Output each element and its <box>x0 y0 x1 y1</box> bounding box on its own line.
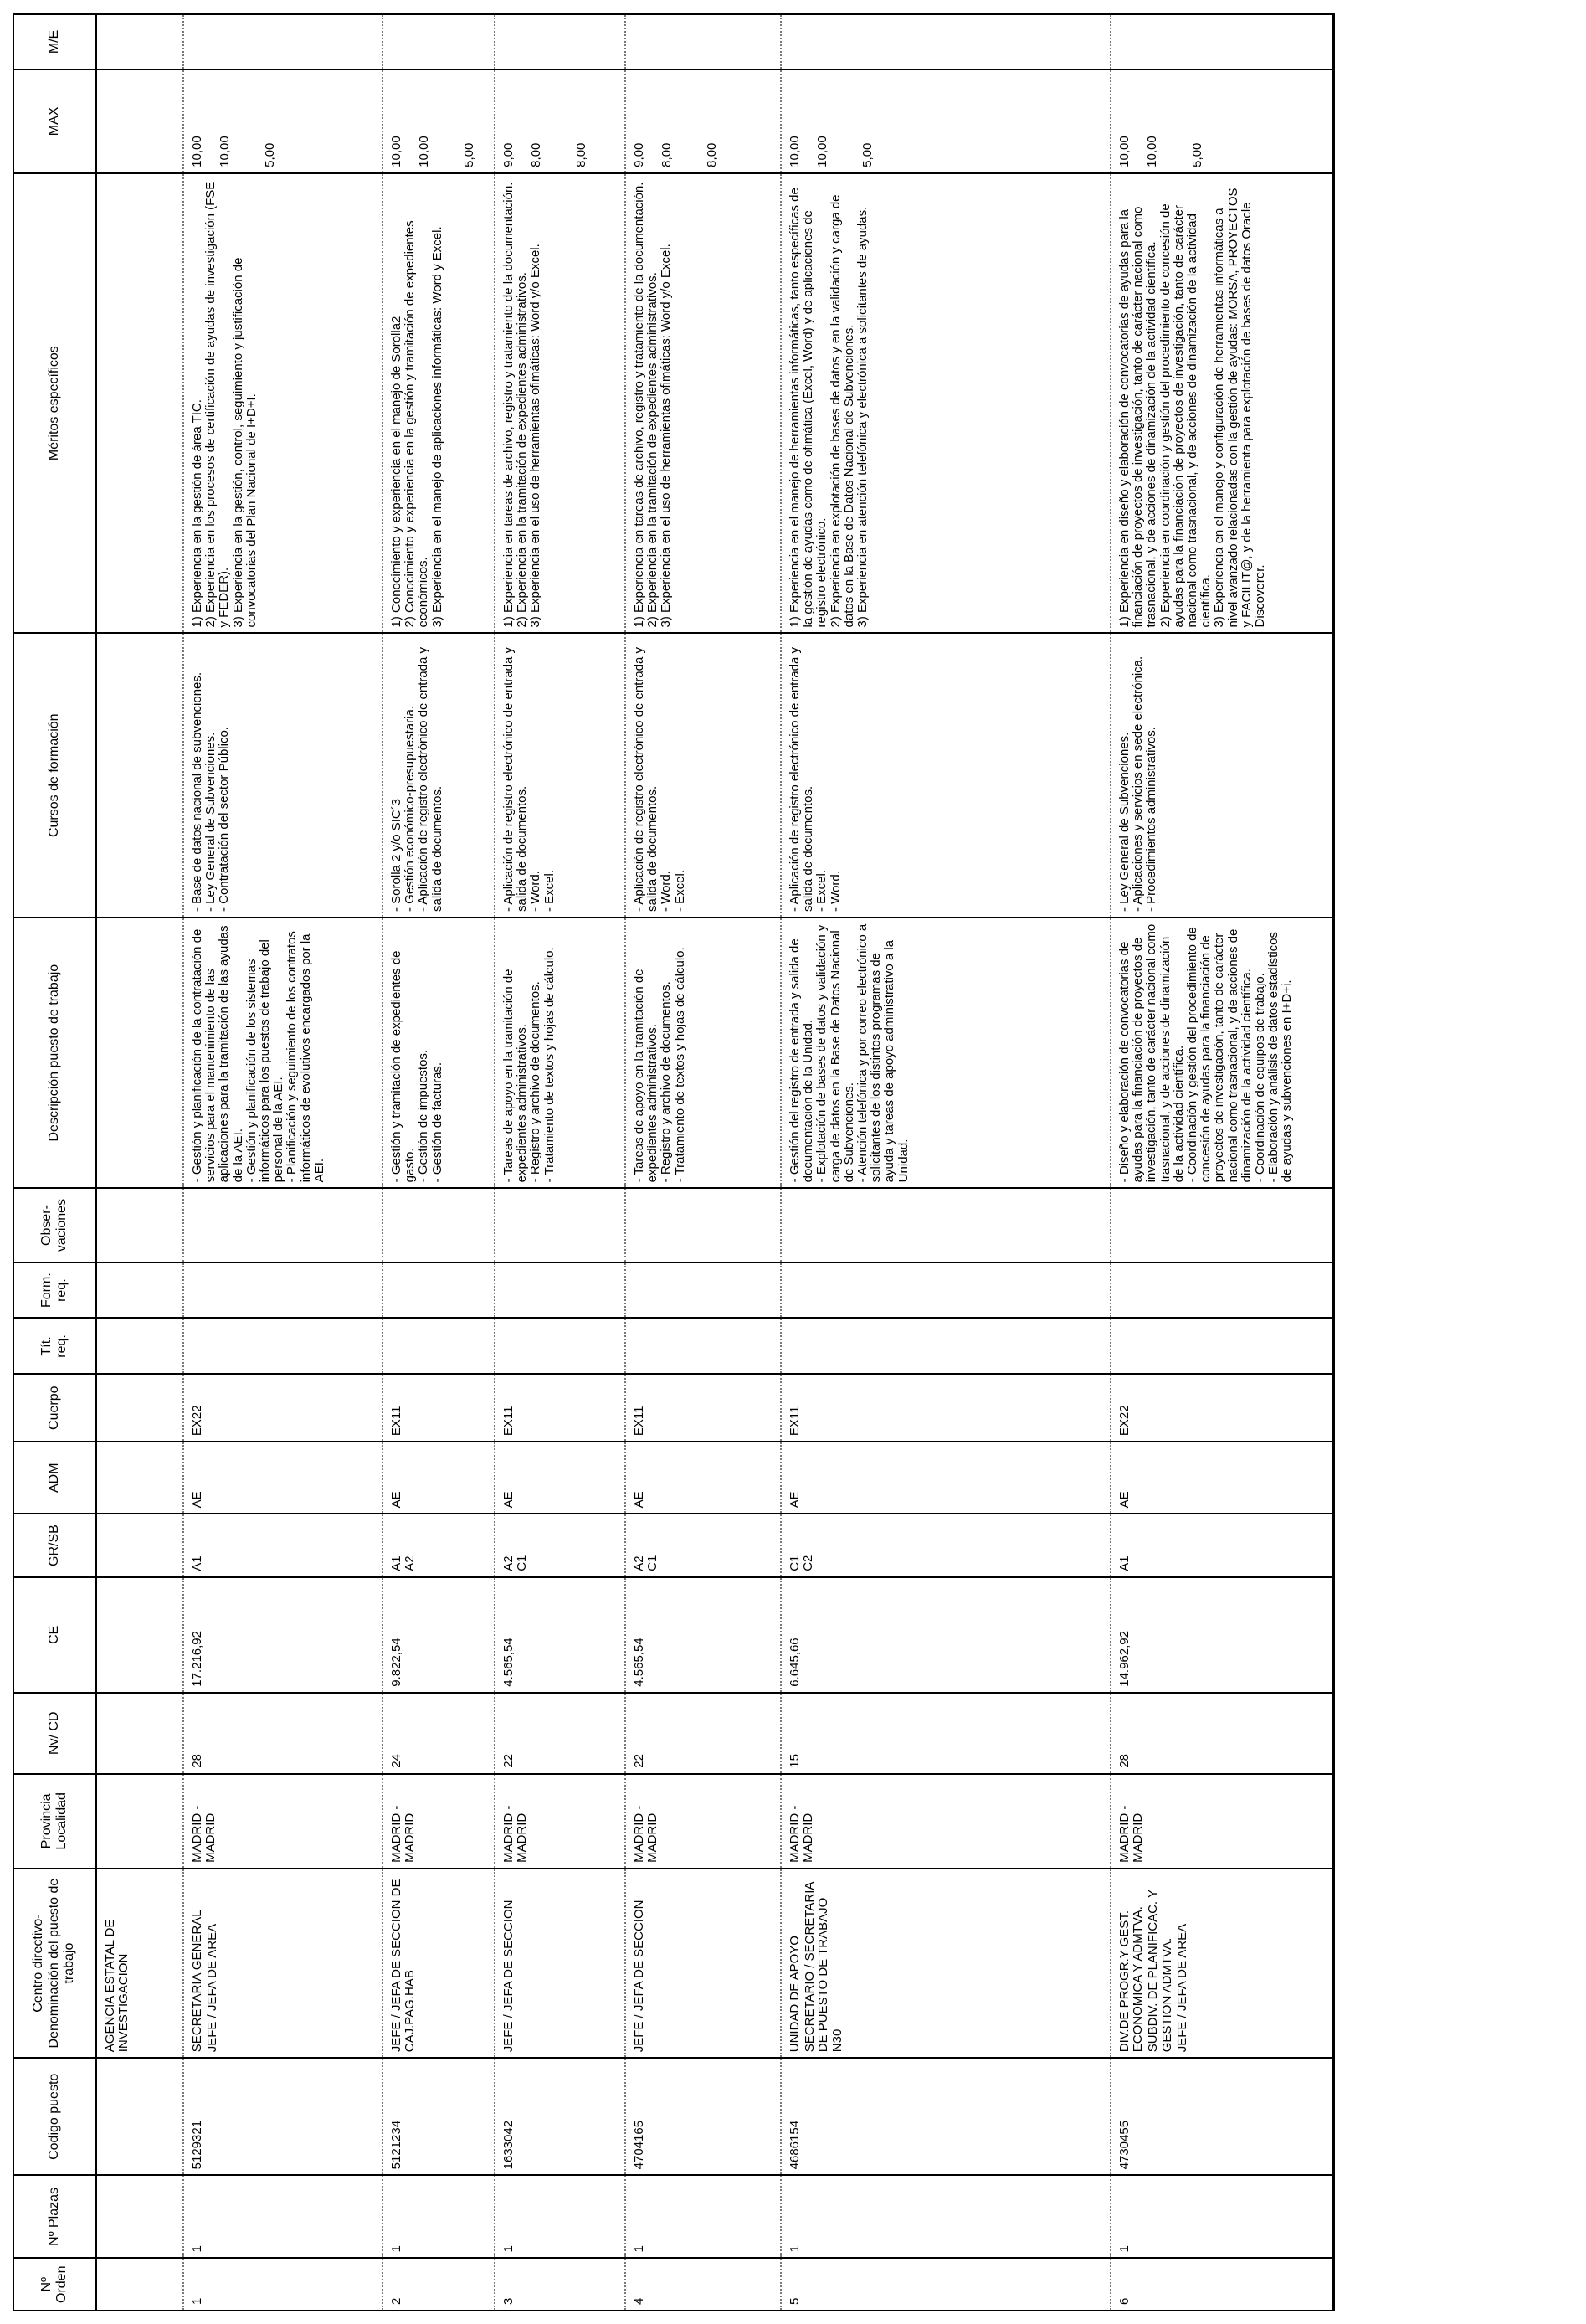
descripcion-line: - Gestión y planificación de la contratación de servicios para el mantenimiento de las aplicaciones para la tramitación de las ayudas de la AEI. <box>190 925 245 1183</box>
max-value: 8,00 <box>529 142 544 167</box>
max-value: 9,00 <box>501 142 516 167</box>
tit-cell <box>1111 1319 1334 1375</box>
max-value: 8,00 <box>660 142 675 167</box>
adm-value: AE <box>190 1491 204 1509</box>
provincia-value: MADRID - MADRID <box>632 1805 660 1863</box>
grsb-cell <box>183 1514 382 1576</box>
meritos-cell <box>382 173 495 634</box>
adm-value: AE <box>501 1491 516 1509</box>
nivel-cell <box>625 1693 781 1774</box>
adm-cell <box>183 1442 382 1514</box>
header-nivel: Nv/ CD <box>13 1693 96 1774</box>
top-centro-label: AGENCIA ESTATAL DE INVESTIGACION <box>103 1919 131 2053</box>
tit-cell <box>625 1319 781 1375</box>
plazas-cell <box>625 2175 781 2258</box>
centro-cell <box>781 1869 1111 2058</box>
nivel-value: 22 <box>501 1754 516 1768</box>
descripcion-line: - Registro y archivo de documentos. <box>528 981 543 1183</box>
grsb-cell <box>781 1514 1111 1576</box>
descripcion-cell <box>781 918 1111 1188</box>
max-value: 8,00 <box>705 142 720 167</box>
adm-value: AE <box>788 1491 802 1509</box>
plazas-cell <box>183 2175 382 2258</box>
plazas-value: 1 <box>501 2245 516 2253</box>
table-row <box>495 14 625 2311</box>
ce-value: 4.565,54 <box>632 1638 646 1687</box>
max-value: 10,00 <box>389 136 403 167</box>
orden-cell <box>1111 2259 1334 2311</box>
centro-cell <box>382 1869 495 2058</box>
provincia-value: MADRID - MADRID <box>1117 1805 1146 1863</box>
ce-value: 14.962,92 <box>1117 1631 1132 1687</box>
descripcion-line: - Coordinación y gestión del procedimiento de concesión de ayudas para la financiación de proyectos de investigación, tanto de carácter nacional como trasnacional, y de acciones de dinamización de la actividad científica. <box>1184 927 1254 1183</box>
nivel-cell <box>183 1693 382 1774</box>
descripcion-cell <box>183 918 382 1188</box>
cursos-line: - Word. <box>659 871 674 912</box>
meritos-line: 1) Experiencia en la gestión de área TIC. <box>190 399 204 628</box>
codigo-value: 4730455 <box>1117 2120 1132 2170</box>
cuerpo-cell <box>781 1374 1111 1442</box>
grsb-cell <box>382 1514 495 1576</box>
descripcion-cell <box>382 918 495 1188</box>
cursos-line: - Sorolla 2 y/o SIC´3 <box>389 798 403 912</box>
grsb-value: C1 <box>515 1555 530 1571</box>
nivel-value: 15 <box>788 1754 802 1768</box>
meritos-line: 3) Experiencia en el manejo y configuración de herramientas informáticas a nivel avanzado relacionadas con la gestión de ayudas: MORSA, PROYECTOS y FACILIT@, y de la herramienta para explotación de bases de datos Oracle Discoverer. <box>1212 188 1267 628</box>
codigo-value: 5121234 <box>389 2120 403 2170</box>
cuerpo-value: EX22 <box>190 1405 204 1437</box>
cursos-cell <box>781 633 1111 918</box>
provincia-cell <box>183 1774 382 1869</box>
adm-value: AE <box>1117 1491 1132 1509</box>
provincia-cell <box>625 1774 781 1869</box>
plazas-cell <box>382 2175 495 2258</box>
max-value: 10,00 <box>1117 136 1132 167</box>
adm-cell <box>495 1442 625 1514</box>
header-ce: CE <box>13 1577 96 1693</box>
meritos-line: 2) Experiencia en la tramitación de expedientes administrativos. <box>645 272 660 628</box>
table-row <box>1111 14 1334 2311</box>
cuerpo-cell <box>495 1374 625 1442</box>
tit-cell <box>183 1319 382 1375</box>
orden-cell <box>183 2259 382 2311</box>
descripcion-line: - Atención telefónica y por correo electrónico a solicitantes de los distintos programas de ayuda y tareas de apoyo administrativo a la Unidad. <box>855 923 911 1183</box>
orden-value: 3 <box>501 2297 516 2305</box>
centro-line: UNIDAD DE APOYO <box>788 1936 802 2053</box>
descripcion-line: - Tratamiento de textos y hojas de cálculo. <box>672 947 687 1183</box>
plazas-value: 1 <box>632 2245 646 2253</box>
meritos-line: 2) Experiencia en la tramitación de expedientes administrativos. <box>515 272 530 628</box>
table-row <box>625 14 781 2311</box>
cursos-cell <box>625 633 781 918</box>
header-cuerpo: Cuerpo <box>13 1374 96 1442</box>
nivel-cell <box>781 1693 1111 1774</box>
header-adm: ADM <box>13 1442 96 1514</box>
orden-value: 5 <box>788 2297 802 2305</box>
cursos-line: - Aplicaciones y servicios en sede electrónica. <box>1131 656 1146 912</box>
codigo-cell <box>781 2058 1111 2175</box>
centro-cell <box>1111 1869 1334 2058</box>
plazas-value: 1 <box>1117 2245 1132 2253</box>
centro-line: JEFE / JEFA DE SECCION <box>632 1900 646 2053</box>
codigo-cell <box>1111 2058 1334 2175</box>
plazas-cell <box>1111 2175 1334 2258</box>
grsb-cell <box>625 1514 781 1576</box>
max-value: 10,00 <box>788 136 802 167</box>
ce-cell <box>382 1577 495 1693</box>
ce-cell <box>781 1577 1111 1693</box>
header-me: M/E <box>13 14 96 69</box>
header-plazas: Nº Plazas <box>13 2175 96 2258</box>
adm-cell <box>382 1442 495 1514</box>
max-value: 9,00 <box>632 142 646 167</box>
header-descripcion: Descripción puesto de trabajo <box>13 918 96 1188</box>
descripcion-cell <box>495 918 625 1188</box>
form-cell <box>781 1262 1111 1319</box>
plazas-cell <box>781 2175 1111 2258</box>
orden-value: 6 <box>1117 2297 1132 2305</box>
cuerpo-value: EX11 <box>632 1406 646 1437</box>
table-body <box>96 14 1334 2311</box>
descripcion-line: - Gestión de facturas. <box>429 1062 444 1183</box>
nivel-cell <box>1111 1693 1334 1774</box>
meritos-cell <box>495 173 625 634</box>
cuerpo-cell <box>183 1374 382 1442</box>
meritos-line: 2) Conocimiento y experiencia en la gestión y tramitación de expedientes económicos. <box>403 220 431 628</box>
grsb-value: C1 <box>645 1555 660 1571</box>
codigo-value: 4686154 <box>788 2120 802 2170</box>
header-tit: Tít. req. <box>13 1319 96 1375</box>
grsb-value: C2 <box>801 1555 816 1571</box>
max-cell <box>1111 69 1334 173</box>
descripcion-line: - Tareas de apoyo en la tramitación de expedientes administrativos. <box>632 969 660 1183</box>
nivel-cell <box>495 1693 625 1774</box>
header-provincia: Provincia Localidad <box>13 1774 96 1869</box>
cursos-line: - Contratación del sector Público. <box>217 727 232 912</box>
header-orden: Nº Orden <box>13 2259 96 2311</box>
descripcion-line: - Coordinación de equipos de trabajo. <box>1252 973 1267 1183</box>
provincia-value: MADRID - MADRID <box>501 1805 530 1863</box>
cursos-line: - Aplicación de registro electrónico de entrada y salida de documentos. <box>788 646 816 912</box>
provincia-value: MADRID - MADRID <box>389 1805 418 1863</box>
table-row <box>781 14 1111 2311</box>
header-centro: Centro directivo- Denominación del puesto de trabajo <box>13 1869 96 2058</box>
meritos-line: 3) Experiencia en atención telefónica y electrónica a solicitantes de ayudas. <box>855 206 870 628</box>
nivel-value: 22 <box>632 1754 646 1768</box>
cursos-line: - Aplicación de registro electrónico de entrada y salida de documentos. <box>632 646 660 912</box>
centro-line: JEFE / JEFA DE SECCION DE CAJ.PAG.HAB <box>389 1879 418 2053</box>
obs-cell <box>625 1188 781 1262</box>
codigo-cell <box>183 2058 382 2175</box>
cuerpo-value: EX11 <box>389 1406 403 1437</box>
max-cell <box>625 69 781 173</box>
codigo-value: 1633042 <box>501 2120 516 2170</box>
cursos-line: - Excel. <box>541 869 557 912</box>
obs-cell <box>183 1188 382 1262</box>
grsb-cell <box>495 1514 625 1576</box>
header-codigo: Codigo puesto <box>13 2058 96 2175</box>
me-cell <box>625 14 781 69</box>
descripcion-cell <box>625 918 781 1188</box>
meritos-line: 2) Experiencia en los procesos de certificación de ayudas de investigación (FSE y FEDER). <box>203 181 232 628</box>
ce-cell <box>495 1577 625 1693</box>
codigo-cell <box>625 2058 781 2175</box>
ce-cell <box>625 1577 781 1693</box>
cursos-line: - Word. <box>828 871 843 912</box>
obs-cell <box>1111 1188 1334 1262</box>
descripcion-line: - Diseño y elaboración de convocatorias de ayudas para la financiación de proyectos de investigación, tanto de carácter nacional como trasnacional, y de acciones de dinamización de la actividad científica. <box>1117 923 1186 1183</box>
max-value: 10,00 <box>218 136 233 167</box>
codigo-value: 4704165 <box>632 2120 646 2170</box>
form-cell <box>625 1262 781 1319</box>
provincia-value: MADRID - MADRID <box>788 1805 816 1863</box>
descripcion-line: - Registro y archivo de documentos. <box>659 981 674 1183</box>
ce-value: 6.645,66 <box>788 1638 802 1687</box>
orden-value: 2 <box>389 2297 403 2305</box>
cursos-line: - Excel. <box>814 869 829 912</box>
cursos-line: - Aplicación de registro electrónico de entrada y salida de documentos. <box>416 646 444 912</box>
plazas-value: 1 <box>788 2245 802 2253</box>
max-value: 5,00 <box>1190 142 1205 167</box>
max-cell <box>183 69 382 173</box>
header-obs: Obser- vaciones <box>13 1188 96 1262</box>
obs-cell <box>781 1188 1111 1262</box>
max-value: 10,00 <box>815 136 830 167</box>
descripcion-line: - Gestión y planificación de los sistemas informáticos para los puestos de trabajo del personal de la AEI. <box>244 939 286 1183</box>
cursos-cell <box>382 633 495 918</box>
max-value: 10,00 <box>190 136 204 167</box>
max-value: 5,00 <box>462 142 477 167</box>
codigo-cell <box>495 2058 625 2175</box>
adm-value: AE <box>632 1491 646 1509</box>
centro-line: JEFE / JEFA DE AREA <box>1174 1923 1189 2053</box>
grsb-value: A1 <box>190 1555 204 1571</box>
provincia-cell <box>495 1774 625 1869</box>
descripcion-line: - Gestión de impuestos. <box>416 1049 431 1183</box>
form-cell <box>1111 1262 1334 1319</box>
cursos-cell <box>495 633 625 918</box>
descripcion-line: - Tareas de apoyo en la tramitación de expedientes administrativos. <box>501 969 530 1183</box>
meritos-cell <box>781 173 1111 634</box>
header-meritos: Méritos específicos <box>13 173 96 634</box>
adm-cell <box>781 1442 1111 1514</box>
max-value: 5,00 <box>263 142 278 167</box>
grsb-value: A2 <box>403 1555 418 1571</box>
meritos-line: 1) Experiencia en diseño y elaboración de convocatorias de ayudas para la financiación de proyectos de investigación, tanto de carácter nacional como trasnacional, y de acciones de dinamización de la actividad científica. <box>1117 206 1159 628</box>
grsb-value: A1 <box>389 1555 403 1571</box>
meritos-line: 1) Conocimiento y experiencia en el manejo de Sorolla2 <box>389 316 403 628</box>
descripcion-line: - Gestión del registro de entrada y salida de documentación de la Unidad. <box>788 938 816 1183</box>
descripcion-line: - Elaboración y análisis de datos estadísticos de ayudas y subvenciones en I+D+i. <box>1266 931 1295 1183</box>
centro-line: SECRETARIO / SECRETARIA DE PUESTO DE TRABAJO N30 <box>803 1882 844 2053</box>
header-grsb: GR/SB <box>13 1514 96 1576</box>
form-cell <box>382 1262 495 1319</box>
centro-cell <box>625 1869 781 2058</box>
ce-cell <box>183 1577 382 1693</box>
adm-value: AE <box>389 1491 403 1509</box>
header-row <box>13 14 96 2311</box>
meritos-line: 1) Experiencia en el manejo de herramientas informáticas, tanto específicas de la gestión de ayudas como de ofimática (Excel, Word) y de aplicaciones de registro electrónico. <box>788 188 829 628</box>
meritos-line: 3) Experiencia en el uso de herramientas ofimáticas: Word y/o Excel. <box>528 244 543 628</box>
plazas-value: 1 <box>389 2245 403 2253</box>
table-row <box>382 14 495 2311</box>
descripcion-line: - Gestión y tramitación de expedientes de gasto. <box>389 950 418 1183</box>
ce-value: 17.216,92 <box>190 1631 204 1687</box>
ce-value: 4.565,54 <box>501 1638 516 1687</box>
meritos-line: 3) Experiencia en el uso de herramientas ofimáticas: Word y/o Excel. <box>659 244 674 628</box>
meritos-line: 2) Experiencia en explotación de bases de datos y en la validación y carga de datos en la Base de Datos Nacional de Subvenciones. <box>828 194 856 628</box>
provincia-cell <box>1111 1774 1334 1869</box>
me-cell <box>495 14 625 69</box>
cursos-line: - Gestión económico-presupuestaria. <box>403 706 418 912</box>
table-row-unit <box>96 14 184 2311</box>
codigo-value: 5129321 <box>190 2120 204 2170</box>
cursos-cell <box>1111 633 1334 918</box>
max-value: 10,00 <box>417 136 432 167</box>
descripcion-cell <box>1111 918 1334 1188</box>
ce-value: 9.822,54 <box>389 1638 403 1687</box>
plazas-value: 1 <box>190 2245 204 2253</box>
grsb-value: A1 <box>1117 1555 1132 1571</box>
header-cursos: Cursos de formación <box>13 633 96 918</box>
cursos-line: - Base de datos nacional de subvenciones. <box>190 671 204 912</box>
meritos-line: 1) Experiencia en tareas de archivo, registro y tratamiento de la documentación. <box>632 182 646 628</box>
tit-cell <box>781 1319 1111 1375</box>
cursos-line: - Ley General de Subvenciones. <box>203 732 218 912</box>
form-cell <box>495 1262 625 1319</box>
me-cell <box>382 14 495 69</box>
grsb-value: C1 <box>788 1555 802 1571</box>
orden-cell <box>495 2259 625 2311</box>
descripcion-line: - Explotación de bases de datos y validación y carga de datos en la Base de Datos Nacional de Subvenciones. <box>814 924 856 1183</box>
centro-line: SUBDIV. DE PLANIFICAC. Y GESTION ADMTVA. <box>1146 1890 1174 2053</box>
descripcion-line: - Planificación y seguimiento de los contratos informáticos de evolutivos encargados por la AEI. <box>285 931 326 1183</box>
provincia-value: MADRID - MADRID <box>190 1805 218 1863</box>
form-cell <box>183 1262 382 1319</box>
orden-value: 1 <box>190 2297 204 2305</box>
max-value: 10,00 <box>1145 136 1160 167</box>
orden-value: 4 <box>632 2297 646 2305</box>
cursos-line: - Aplicación de registro electrónico de entrada y salida de documentos. <box>501 646 530 912</box>
cuerpo-cell <box>1111 1374 1334 1442</box>
ce-cell <box>1111 1577 1334 1693</box>
meritos-line: 3) Experiencia en el manejo de aplicaciones informáticas: Word y Excel. <box>429 226 444 628</box>
max-cell <box>495 69 625 173</box>
tit-cell <box>495 1319 625 1375</box>
meritos-line: 1) Experiencia en tareas de archivo, registro y tratamiento de la documentación. <box>501 182 516 628</box>
nivel-value: 24 <box>389 1754 403 1768</box>
meritos-cell <box>1111 173 1334 634</box>
obs-cell <box>495 1188 625 1262</box>
provincia-cell <box>781 1774 1111 1869</box>
codigo-cell <box>382 2058 495 2175</box>
cuerpo-value: EX11 <box>501 1406 516 1437</box>
cuerpo-value: EX11 <box>788 1406 802 1437</box>
cursos-line: - Word. <box>528 871 543 912</box>
nivel-cell <box>382 1693 495 1774</box>
meritos-cell <box>625 173 781 634</box>
me-cell <box>183 14 382 69</box>
header-max: MAX <box>13 69 96 173</box>
centro-cell <box>183 1869 382 2058</box>
descripcion-line: - Tratamiento de textos y hojas de cálculo. <box>541 947 557 1183</box>
cuerpo-cell <box>382 1374 495 1442</box>
me-cell <box>781 14 1111 69</box>
cursos-line: - Ley General de Subvenciones. <box>1117 732 1132 912</box>
nivel-value: 28 <box>190 1754 204 1768</box>
job-positions-table <box>13 13 1335 2311</box>
centro-line: DIV.DE PROGR.Y GEST. ECONOMICA Y ADMTVA. <box>1117 1906 1146 2053</box>
centro-line: JEFE / JEFA DE AREA <box>205 1923 220 2053</box>
meritos-line: 3) Experiencia en la gestión, control, seguimiento y justificación de convocatorias del Plan Nacional de I+D+I. <box>230 257 259 628</box>
obs-cell <box>382 1188 495 1262</box>
cuerpo-value: EX22 <box>1117 1405 1132 1437</box>
meritos-line: 2) Experiencia en coordinación y gestión del procedimiento de concesión de ayudas para la financiación de proyectos de investigación, tanto de carácter nacional como trasnacional, y de acciones de dinamización de la actividad científica. <box>1157 203 1214 628</box>
tit-cell <box>382 1319 495 1375</box>
centro-cell <box>495 1869 625 2058</box>
adm-cell <box>625 1442 781 1514</box>
me-cell <box>1111 14 1334 69</box>
max-value: 5,00 <box>860 142 875 167</box>
cuerpo-cell <box>625 1374 781 1442</box>
meritos-cell <box>183 173 382 634</box>
cursos-line: - Procedimientos administrativos. <box>1144 727 1159 912</box>
max-cell <box>382 69 495 173</box>
max-cell <box>781 69 1111 173</box>
orden-cell <box>781 2259 1111 2311</box>
plazas-cell <box>495 2175 625 2258</box>
cursos-line: - Excel. <box>672 869 687 912</box>
grsb-cell <box>1111 1514 1334 1576</box>
adm-cell <box>1111 1442 1334 1514</box>
header-form: Form. req. <box>13 1262 96 1319</box>
grsb-value: A2 <box>632 1555 646 1571</box>
centro-line: SECRETARIA GENERAL <box>190 1910 204 2053</box>
nivel-value: 28 <box>1117 1754 1132 1768</box>
orden-cell <box>382 2259 495 2311</box>
orden-cell <box>625 2259 781 2311</box>
table-row <box>183 14 382 2311</box>
max-value: 8,00 <box>574 142 589 167</box>
grsb-value: A2 <box>501 1555 516 1571</box>
cursos-cell <box>183 633 382 918</box>
provincia-cell <box>382 1774 495 1869</box>
centro-line: JEFE / JEFA DE SECCION <box>501 1900 516 2053</box>
